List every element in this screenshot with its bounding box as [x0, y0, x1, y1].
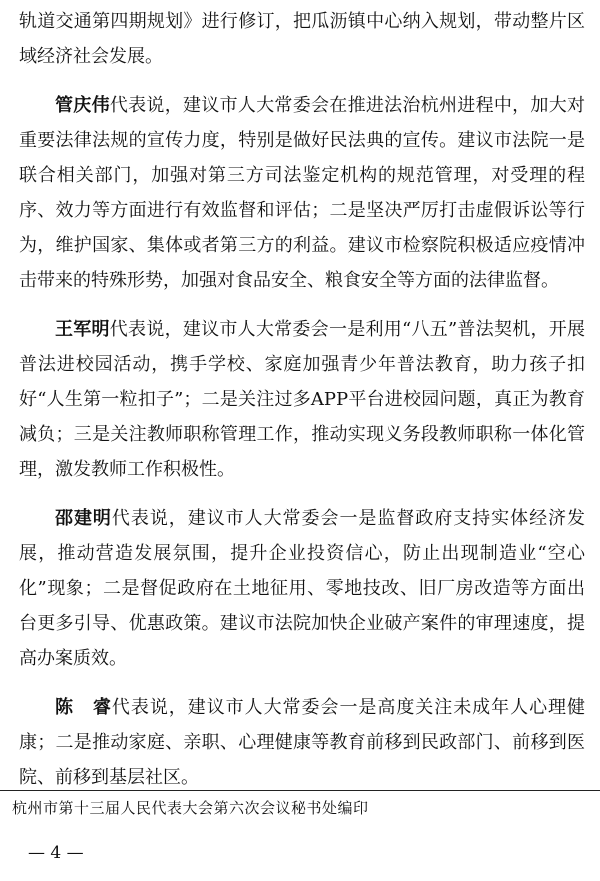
footer-divider	[0, 790, 600, 791]
speaker-name: 管庆伟	[55, 95, 110, 116]
page-number: — 4 —	[28, 843, 84, 863]
speech-text: 代表说，建议市人大常委会一是利用“八五”普法契机，开展普法进校园活动，携手学校、家庭加强青少年普法教育，助力孩子扣好“人生第一粒扣子”；二是关注过多APP平台进校园问题，真正为教育减负；三是关注教师职称管理工作，推动实现义务段教师职称一体化管理，激发教师工作积极性。	[19, 319, 586, 480]
body-text	[19, 4, 585, 795]
footer-publisher: 杭州市第十三届人民代表大会第六次会议秘书处编印	[12, 799, 369, 817]
speech-text: 代表说，建议市人大常委会一是高度关注未成年人心理健康；二是推动家庭、亲职、心理健康等教育前移到民政部门、前移到医院、前移到基层社区。	[19, 697, 585, 788]
speech-paragraph	[19, 88, 585, 298]
speaker-name: 王军明	[55, 319, 110, 340]
speaker-name: 陈 睿	[55, 697, 112, 718]
speech-text: 代表说，建议市人大常委会一是监督政府支持实体经济发展，推动营造发展氛围，提升企业投资信心，防止出现制造业“空心化”现象；二是督促政府在土地征用、零地技改、旧厂房改造等方面出台更多引导、优惠政策。建议市法院加快企业破产案件的审理速度，提高办案质效。	[19, 508, 585, 669]
speech-paragraph	[19, 690, 585, 795]
speech-text: 代表说，建议市人大常委会在推进法治杭州进程中，加大对重要法律法规的宣传力度，特别是做好民法典的宣传。建议市法院一是联合相关部门，加强对第三方司法鉴定机构的规范管理，对受理的程序、效力等方面进行有效监督和评估；二是坚决严厉打击虚假诉讼等行为，维护国家、集体或者第三方的利益。建议市检察院积极适应疫情冲击带来的特殊形势，加强对食品安全、粮食安全等方面的法律监督。	[19, 95, 585, 291]
speech-paragraph	[19, 312, 585, 487]
speech-paragraph	[19, 501, 585, 676]
intro-paragraph: 轨道交通第四期规划》进行修订，把瓜沥镇中心纳入规划，带动整片区域经济社会发展。	[19, 11, 585, 67]
speaker-name: 邵建明	[55, 508, 112, 529]
